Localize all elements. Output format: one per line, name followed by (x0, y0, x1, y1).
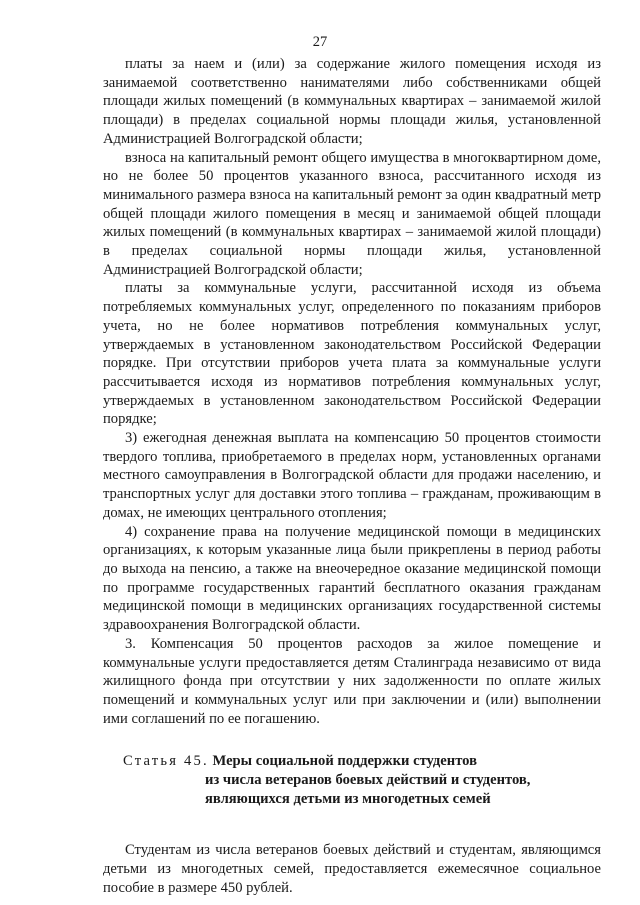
article-heading (103, 752, 601, 808)
document-body (103, 55, 601, 898)
article-title-line-2: из числа ветеранов боевых действий и студентов, (205, 772, 531, 789)
article-title-line-1: Меры социальной поддержки студентов (212, 753, 477, 770)
paragraph-student-allowance: Студентам из числа ветеранов боевых действий и студентам, являющимся детьми из многодетных семей, предоставляется ежемесячное социальное пособие в размере 450 рублей. (103, 842, 601, 896)
article-title-line-3: являющихся детьми из многодетных семей (205, 790, 491, 807)
page-number: 27 (312, 34, 328, 50)
paragraph-section-3-compensation: 3. Компенсация 50 процентов расходов за жилое помещение и коммунальные услуги предоставляется детям Сталинграда независимо от вида жилищного фонда при отсутствии у них задолженности по оплате жилых помещений и коммунальных услуг или при заключении и (или) выполнении ими соглашений по ее погашению. (103, 635, 601, 727)
paragraph-capital-repair: взноса на капитальный ремонт общего имущества в многоквартирном доме, но не более 50 процентов указанного взноса, рассчитанного исходя из минимального размера взноса на капитальный ремонт за один квадратный метр общей площади жилого помещения в месяц и занимаемой общей площади жилых помещений (в коммунальных квартирах – занимаемой жилой площади) в пределах социальной нормы площади жилья, установленной Администрацией Волгоградской области; (103, 149, 601, 278)
paragraph-rent-payment: платы за наем и (или) за содержание жилого помещения исходя из занимаемой соответственно нанимателями либо собственниками общей площади жилых помещений (в коммунальных квартирах – занимаемой жилой площади) в пределах социальной нормы площади жилья, установленной Администрацией Волгоградской области; (103, 56, 601, 147)
paragraph-utilities: платы за коммунальные услуги, рассчитанной исходя из объема потребляемых коммунальных услуг, определенного по показаниям приборов учета, но не более нормативов потребления коммунальных услуг, утверждаемых в установленном законодательством Российской Федерации порядке. При отсутствии приборов учета плата за коммунальные услуги рассчитывается исходя из нормативов потребления коммунальных услуг, утверждаемых в установленном законодательством Российской Федерации порядке; (103, 280, 601, 428)
article-label: Статья 45. (123, 753, 209, 770)
paragraph-item-3-solid-fuel: 3) ежегодная денежная выплата на компенсацию 50 процентов стоимости твердого топлива, приобретаемого в пределах норм, установленных органами местного самоуправления в Волгоградской области для продажи населению, и транспортных услуг для доставки этого топлива – гражданам, проживающим в домах, не имеющих центрального отопления; (103, 430, 601, 521)
paragraph-item-4-medical-care: 4) сохранение права на получение медицинской помощи в медицинских организациях, к которым указанные лица были прикреплены в период работы до выхода на пенсию, а также на внеочередное оказание медицинской помощи по программе государственных гарантий бесплатного оказания гражданам медицинской помощи в медицинских организациях государственной системы здравоохранения Волгоградской области. (103, 523, 601, 634)
